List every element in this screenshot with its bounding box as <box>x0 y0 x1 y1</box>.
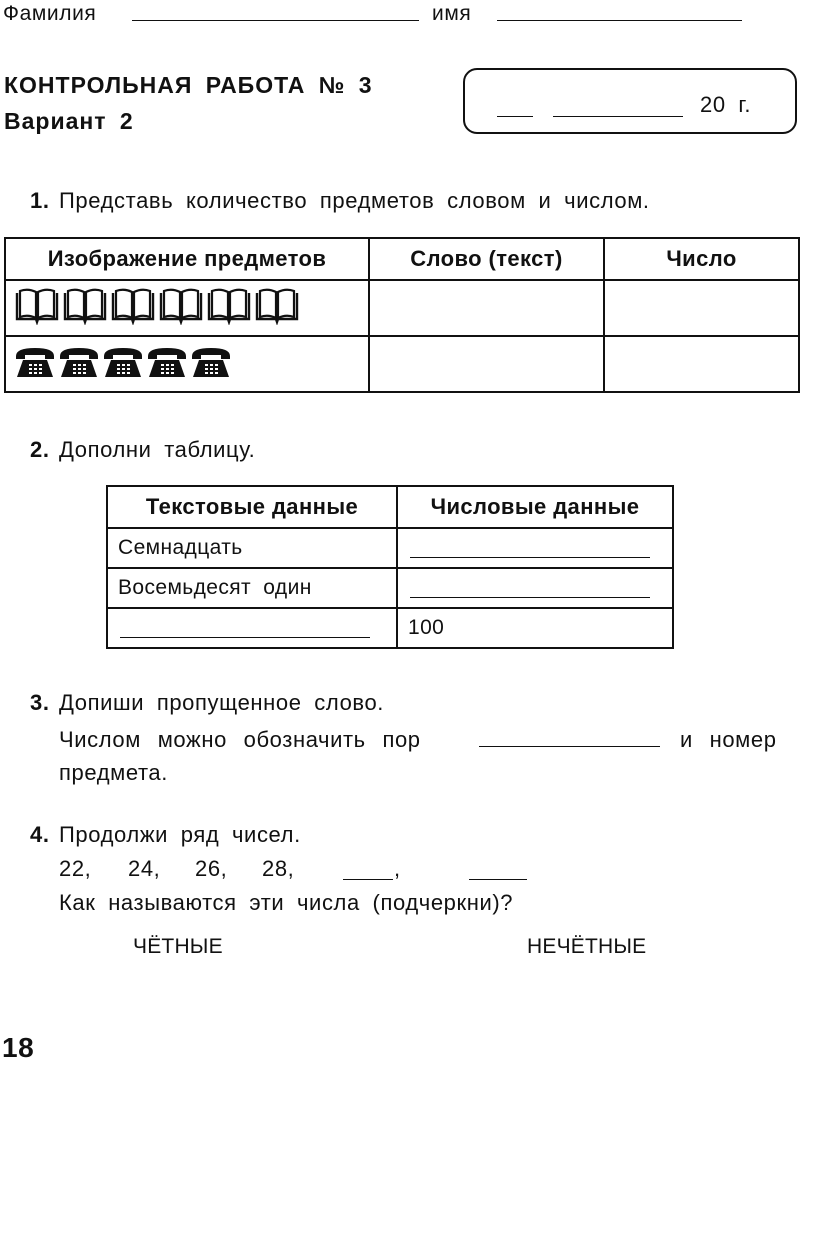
column-header-number: Число <box>604 238 799 280</box>
sequence-item: 24, <box>128 856 161 881</box>
page-title: КОНТРОЛЬНАЯ РАБОТА № 3 <box>4 72 373 98</box>
phones-number-cell[interactable] <box>604 336 799 392</box>
book-icon <box>158 287 204 330</box>
book-icon <box>110 287 156 330</box>
table-row <box>5 336 799 392</box>
phones-cell <box>5 336 369 392</box>
table-row <box>5 280 799 336</box>
task4-number: 4. <box>30 822 50 847</box>
task2-text: Дополни таблицу. <box>59 437 256 462</box>
book-icon <box>254 287 300 330</box>
phones-group <box>6 344 368 385</box>
phones-word-cell[interactable] <box>369 336 604 392</box>
sequence-blank-2[interactable] <box>469 879 527 880</box>
sequence-item: 28, <box>262 856 295 881</box>
number-cell[interactable] <box>397 528 673 568</box>
answer-line[interactable] <box>120 637 370 638</box>
date-day-field[interactable] <box>497 116 533 117</box>
column-header-image: Изображение предметов <box>5 238 369 280</box>
name-label: имя <box>432 2 472 25</box>
telephone-icon <box>14 344 56 385</box>
books-group <box>6 287 368 330</box>
task1-number: 1. <box>30 188 50 213</box>
sequence-item: 26, <box>195 856 228 881</box>
telephone-icon <box>102 344 144 385</box>
task4-text: Продолжи ряд чисел. <box>59 822 301 847</box>
table-row <box>107 528 673 568</box>
text-cell: Семнадцать <box>107 528 397 568</box>
data-table <box>106 485 674 649</box>
date-month-field[interactable] <box>553 116 683 117</box>
surname-label: Фамилия <box>3 2 97 25</box>
task3-sentence-start: Числом можно обозначить пор <box>59 727 421 752</box>
task1-text: Представь количество предметов словом и числом. <box>59 188 650 213</box>
answer-line[interactable] <box>410 597 650 598</box>
sequence-blank-1[interactable] <box>343 879 393 880</box>
text-cell[interactable] <box>107 608 397 648</box>
option-odd[interactable]: НЕЧЁТНЫЕ <box>527 935 647 958</box>
task3-text: Допиши пропущенное слово. <box>59 690 385 715</box>
name-field[interactable] <box>497 20 742 21</box>
option-even[interactable]: ЧЁТНЫЕ <box>133 935 223 958</box>
books-cell <box>5 280 369 336</box>
book-icon <box>62 287 108 330</box>
missing-word-field[interactable] <box>479 746 660 747</box>
table-row <box>107 568 673 608</box>
task2-number: 2. <box>30 437 50 462</box>
column-header-word: Слово (текст) <box>369 238 604 280</box>
telephone-icon <box>58 344 100 385</box>
objects-table <box>4 237 800 393</box>
book-icon <box>14 287 60 330</box>
answer-line[interactable] <box>410 557 650 558</box>
task3-number: 3. <box>30 690 50 715</box>
variant-label: Вариант 2 <box>4 108 134 134</box>
task3-sentence-cont: предмета. <box>59 760 168 785</box>
task3-sentence-end: и номер <box>680 727 777 752</box>
text-cell: Восемьдесят один <box>107 568 397 608</box>
books-word-cell[interactable] <box>369 280 604 336</box>
page-number: 18 <box>2 1032 35 1063</box>
surname-field[interactable] <box>132 20 419 21</box>
telephone-icon <box>190 344 232 385</box>
year-label: 20 г. <box>700 92 752 117</box>
books-number-cell[interactable] <box>604 280 799 336</box>
book-icon <box>206 287 252 330</box>
table-row <box>107 608 673 648</box>
sequence-comma: , <box>394 856 401 881</box>
telephone-icon <box>146 344 188 385</box>
sequence-item: 22, <box>59 856 92 881</box>
number-cell[interactable] <box>397 568 673 608</box>
number-cell: 100 <box>397 608 673 648</box>
column-header-number-data: Числовые данные <box>397 486 673 528</box>
task4-question: Как называются эти числа (подчеркни)? <box>59 890 514 915</box>
column-header-text-data: Текстовые данные <box>107 486 397 528</box>
